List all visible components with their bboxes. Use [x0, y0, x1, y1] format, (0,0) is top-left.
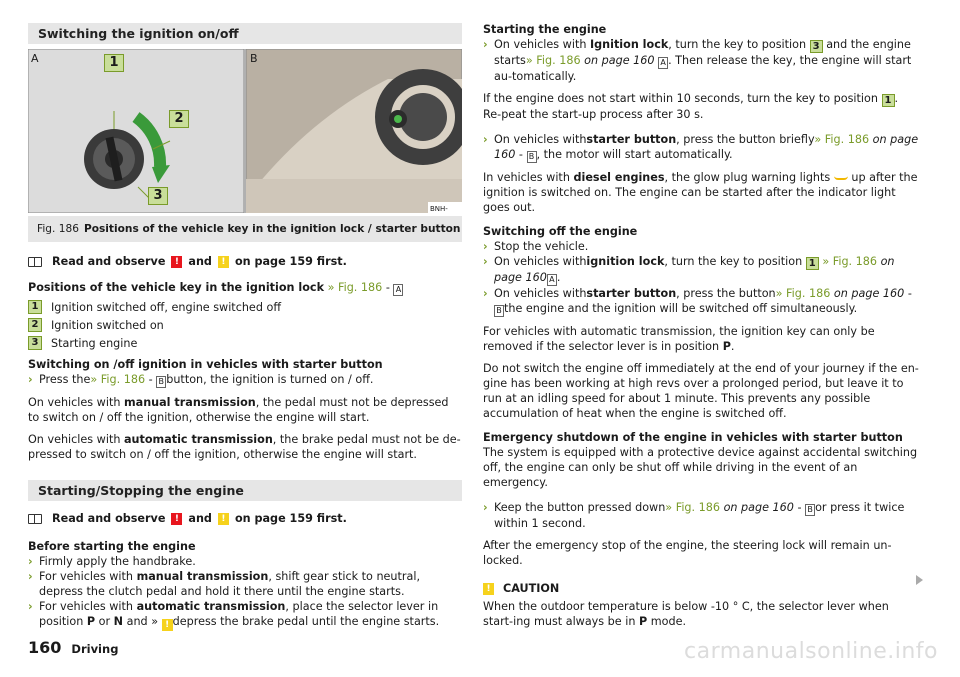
off-2-bold: ignition lock: [586, 255, 665, 268]
manual-paragraph: [28, 395, 462, 425]
list-item: [28, 334, 462, 352]
before-bullet-1: [28, 554, 462, 569]
positions-fig-letter: A: [393, 284, 403, 296]
auto-removal-p: P: [722, 340, 731, 353]
figure-callout-2: 2: [169, 110, 189, 128]
chevron-right-icon: ›: [483, 255, 488, 268]
read-observe-post: on page 159 first.: [234, 512, 347, 525]
start-2-fig-letter: B: [527, 151, 537, 163]
off-1-text: Stop the vehicle.: [494, 240, 589, 253]
manual-pre: On vehicles with: [28, 396, 121, 409]
before-3-mid: , place the selector lever in position: [39, 600, 439, 628]
left-column: [28, 0, 462, 631]
figure-callout-3: 3: [148, 187, 168, 205]
starter-dash: -: [148, 373, 153, 386]
nostart-post: . Re-peat the start-up process after 30 s.: [483, 92, 899, 121]
position-text: Starting engine: [51, 336, 138, 350]
position-text: Ignition switched off, engine switched off: [51, 300, 282, 314]
caution-p: P: [639, 615, 648, 628]
read-observe-pre: Read and observe: [52, 255, 166, 268]
off-bullet-1: [483, 239, 919, 254]
read-observe-post: on page 159 first.: [234, 255, 347, 268]
start-1-position-number: 3: [810, 40, 823, 53]
caution-post: mode.: [650, 615, 687, 628]
start-1-post1: and the engine starts: [494, 38, 911, 67]
chevron-right-icon: ›: [483, 133, 488, 146]
continue-arrow-icon: [916, 575, 923, 585]
off-bullet-3: [483, 286, 919, 317]
chevron-right-icon: ›: [483, 501, 488, 514]
start-bullet-2: [483, 132, 919, 163]
page-number: 160: [28, 638, 62, 657]
keep-dash: -: [797, 501, 802, 514]
position-text: Ignition switched on: [51, 318, 164, 332]
caution-text: [483, 599, 919, 629]
start-1-post2: . Then release the key, the engine will start au-tomatically.: [494, 54, 912, 83]
start-2-page: on page 160: [494, 133, 919, 161]
nostart-paragraph: [483, 91, 919, 122]
starter-pre: Press the: [39, 373, 91, 386]
warning-yellow-icon: !: [162, 619, 173, 631]
positions-list: [28, 298, 462, 352]
before-3-bold: automatic transmission: [136, 600, 286, 613]
keep-fig-link[interactable]: » Fig. 186: [665, 501, 720, 514]
before-2-post: , shift gear stick to neutral, depress the clutch pedal and hold it there until the engine starts.: [39, 570, 421, 598]
start-2-fig-link[interactable]: » Fig. 186: [814, 133, 870, 146]
warning-yellow-icon: !: [218, 513, 229, 525]
auto-pre: On vehicles with: [28, 433, 121, 446]
before-2-pre: For vehicles with: [39, 570, 134, 583]
position-number: 3: [28, 336, 42, 350]
keep-bullet: [483, 500, 919, 531]
before-3-and: and »: [126, 615, 159, 628]
position-number: 1: [28, 300, 42, 314]
caution-icon: !: [483, 583, 494, 595]
figure-illustration: [28, 49, 462, 213]
figure-186: [28, 49, 462, 213]
chevron-right-icon: ›: [483, 287, 488, 300]
section-heading-ignition: Switching the ignition on/off: [28, 23, 462, 44]
off-2-position-number: 1: [806, 257, 819, 270]
positions-dash: -: [385, 281, 390, 294]
right-column: [483, 22, 919, 629]
starter-fig-letter: B: [156, 376, 166, 388]
diesel-mid: , the glow plug warning lights: [664, 171, 831, 184]
figure-panel-a-label: A: [31, 52, 39, 65]
off-2-mid: , turn the key to position: [664, 255, 803, 268]
figure-panel-b-label: B: [250, 52, 258, 65]
start-1-bold: Ignition lock: [589, 38, 669, 51]
caution-label: CAUTION: [503, 582, 560, 595]
figure-code: BNH-: [428, 202, 462, 213]
before-bullet-2: [28, 569, 462, 599]
caution-pre: When the outdoor temperature is below -10 ° C, the selector lever when start-ing must always be in: [483, 600, 889, 628]
watermark: carmanualsonline.info: [684, 639, 938, 664]
off-2-fig-letter: A: [547, 274, 557, 286]
off-2-page: on page 160: [494, 255, 895, 284]
emergency-text: The system is equipped with a protective device against accidental switching off, the engine can only be shut off while driving in the event of an emergency.: [483, 446, 918, 489]
start-1-fig-link[interactable]: » Fig. 186: [525, 54, 581, 67]
off-2-end: .: [556, 271, 561, 284]
off-3-page: on page 160: [833, 287, 905, 300]
read-observe-note: [28, 254, 462, 269]
glow-plug-icon: [834, 172, 848, 180]
before-1-text: Firmly apply the handbrake.: [39, 555, 196, 568]
start-2-dash: -: [518, 148, 523, 161]
start-1-page: on page 160: [584, 54, 655, 67]
start-heading-text: Starting the engine: [483, 23, 607, 36]
off-heading-text: Switching off the engine: [483, 225, 638, 238]
manual-post: , the pedal must not be depressed to switch on / off the ignition, otherwise the engine will start.: [28, 396, 449, 424]
start-bullet-1: [483, 37, 919, 84]
starter-heading-text: Switching on /off ignition in vehicles with starter button: [28, 358, 383, 371]
off-3-fig-letter: B: [494, 305, 504, 317]
diesel-pre: In vehicles with: [483, 171, 570, 184]
keep-fig-letter: B: [805, 504, 815, 516]
chevron-right-icon: ›: [28, 600, 33, 613]
figure-caption: [28, 216, 462, 242]
starter-bullet: [28, 372, 462, 388]
list-item: [28, 316, 462, 334]
off-3-fig-link[interactable]: » Fig. 186: [775, 287, 831, 300]
before-3-p: P: [86, 615, 96, 628]
warning-red-icon: !: [171, 513, 182, 525]
auto-removal-end: .: [730, 340, 735, 353]
before-3-post: depress the brake pedal until the engine starts.: [172, 615, 440, 628]
off-heading: [483, 224, 919, 239]
emergency-heading: [483, 430, 919, 445]
nostart-position-number: 1: [882, 94, 895, 107]
read-observe-mid: and: [188, 512, 212, 525]
before-heading: [28, 539, 462, 554]
start-1-fig-letter: A: [658, 57, 668, 69]
section-heading-starting: Starting/Stopping the engine: [28, 480, 462, 501]
diesel-post: up after the ignition is switched on. The engine can be started after the indicator light goes out.: [483, 171, 918, 214]
off-3-post: the engine and the ignition will be switched off simultaneously.: [504, 302, 858, 315]
start-2-post: , the motor will start automatically.: [536, 148, 733, 161]
auto-post: , the brake pedal must not be de-pressed to switch on / off the ignition, otherwise the engine will start.: [28, 433, 461, 461]
start-1-mid: , turn the key to position: [668, 38, 807, 51]
auto-removal-paragraph: [483, 324, 919, 354]
before-2-bold: manual transmission: [136, 570, 269, 583]
position-number: 2: [28, 318, 42, 332]
before-3-or: or: [98, 615, 111, 628]
off-3-bold: starter button: [586, 287, 677, 300]
figure-caption-text: Positions of the vehicle key in the ignition lock / starter button: [83, 223, 461, 235]
caution-heading: [483, 581, 919, 596]
book-icon: [28, 257, 42, 267]
keep-post: or press it twice within 1 second.: [494, 501, 905, 530]
starter-fig-link[interactable]: » Fig. 186: [90, 373, 146, 386]
figure-caption-number: Fig. 186: [37, 223, 79, 235]
off-3-dash: -: [907, 287, 912, 300]
emergency-heading-text: Emergency shutdown of the engine in vehicles with starter button: [483, 431, 903, 444]
figure-callout-1: 1: [104, 54, 124, 72]
start-1-pre: On vehicles with: [494, 38, 587, 51]
manual-bold: manual transmission: [123, 396, 256, 409]
auto-paragraph: [28, 432, 462, 462]
off-bullet-2: [483, 254, 919, 286]
off-3-pre: On vehicles with: [494, 287, 587, 300]
start-2-pre: On vehicles with: [494, 133, 587, 146]
chevron-right-icon: ›: [28, 555, 33, 568]
start-2-mid: , press the button briefly: [676, 133, 815, 146]
start-2-bold: starter button: [586, 133, 677, 146]
auto-removal-pre: For vehicles with automatic transmission, the ignition key can only be removed if the selector lever is in position: [483, 325, 875, 353]
start-heading: [483, 22, 919, 37]
warning-red-icon: !: [171, 256, 182, 268]
off-3-mid: , press the button: [676, 287, 776, 300]
chevron-right-icon: ›: [483, 240, 488, 253]
diesel-paragraph: [483, 170, 919, 215]
book-icon: [28, 514, 42, 524]
before-heading-text: Before starting the engine: [28, 540, 196, 553]
starter-heading: [28, 357, 462, 372]
read-observe-mid: and: [188, 255, 212, 268]
chevron-right-icon: ›: [28, 570, 33, 583]
before-3-n: N: [113, 615, 124, 628]
chevron-right-icon: ›: [483, 38, 488, 51]
nostart-pre: If the engine does not start within 10 seconds, turn the key to position: [483, 92, 878, 105]
before-bullet-3: [28, 599, 462, 631]
steering-paragraph: After the emergency stop of the engine, the steering lock will remain un-locked.: [483, 539, 892, 567]
chevron-right-icon: ›: [28, 373, 33, 386]
read-observe-note-2: [28, 511, 462, 526]
keep-pre: Keep the button pressed down: [494, 501, 666, 514]
diesel-bold: diesel engines: [573, 171, 665, 184]
page-footer: [28, 640, 118, 657]
read-observe-pre: Read and observe: [52, 512, 166, 525]
auto-bold: automatic transmission: [123, 433, 273, 446]
list-item: [28, 298, 462, 316]
positions-fig-link[interactable]: » Fig. 186: [327, 281, 383, 294]
warning-yellow-icon: !: [218, 256, 229, 268]
page-section: Driving: [71, 642, 119, 656]
before-3-pre: For vehicles with: [39, 600, 134, 613]
off-2-fig-link[interactable]: » Fig. 186: [822, 255, 878, 268]
positions-heading: Positions of the vehicle key in the ignition lock: [28, 281, 325, 294]
positions-heading-line: [28, 280, 462, 296]
starter-post: button, the ignition is turned on / off.: [166, 373, 374, 386]
keep-page: on page 160: [723, 501, 794, 514]
immediately-paragraph: Do not switch the engine off immediately at the end of your journey if the en-gine has been working at high revs over a prolonged period, but leave it to run at an idling speed for about 1 minute. This prevents any possible accumulation of heat when the engine is switched off.: [483, 362, 919, 420]
off-2-pre: On vehicles with: [494, 255, 587, 268]
